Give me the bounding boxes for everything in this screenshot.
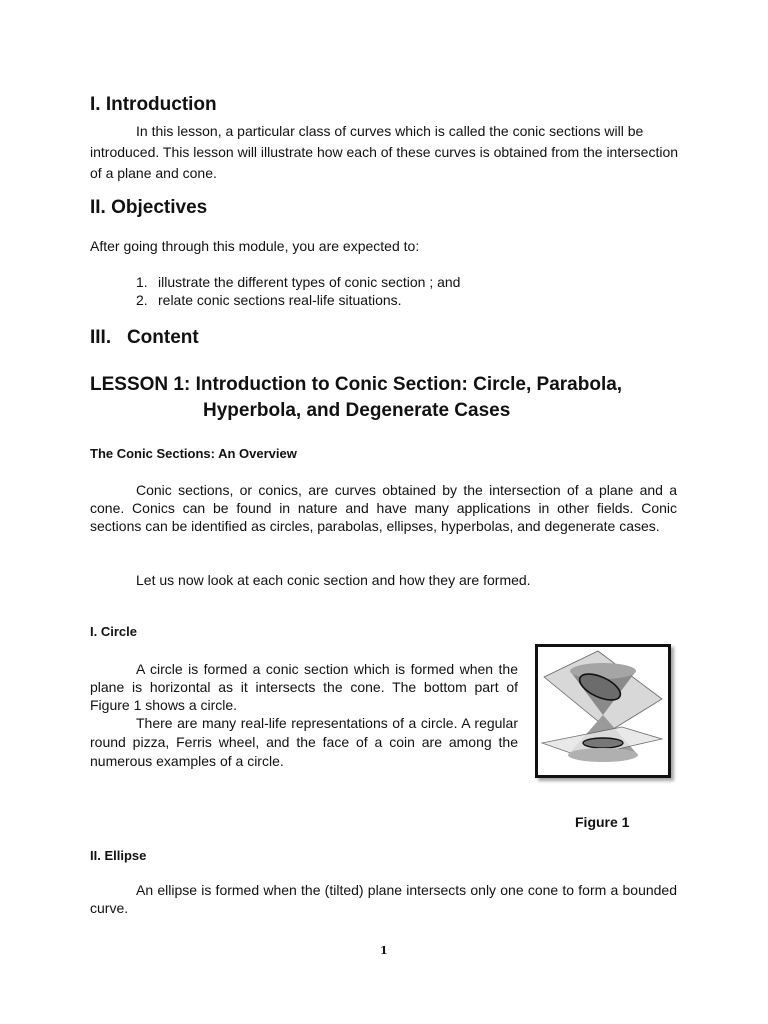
lesson-title-line2: Hyperbola, and Degenerate Cases — [203, 400, 511, 421]
list-item-number: 2. — [136, 292, 148, 308]
figure-1-image — [535, 644, 671, 778]
list-item — [136, 273, 636, 291]
content-heading: III. Content — [90, 327, 199, 348]
circle-paragraph-1: A circle is formed a conic section which is formed when the plane is horizontal as it intersects the cone. The bottom part of Figure 1 shows a circle. — [90, 661, 518, 713]
circle-heading: I. Circle — [90, 624, 137, 639]
circle-paragraph-2: There are many real-life representations of a circle. A regular round pizza, Ferris wheel, and the face of a coin are among the numerous examples of a circle. — [90, 715, 518, 769]
overview-paragraph: Conic sections, or conics, are curves obtained by the intersection of a plane and a cone. Conics can be found in nature and have many applications in other fields. Conic sections can be identified as circles, parabolas, ellipses, hyperbolas, and degenerate cases. — [90, 482, 677, 534]
list-item-number: 1. — [136, 274, 148, 290]
objectives-lead: After going through this module, you are expected to: — [90, 238, 420, 254]
lesson-title-line1: LESSON 1: Introduction to Conic Section: Circle, Parabola, — [90, 374, 623, 395]
figure-1-caption: Figure 1 — [575, 814, 630, 830]
overview-paragraph-2: Let us now look at each conic section and how they are formed. — [136, 572, 531, 588]
introduction-paragraph: In this lesson, a particular class of curves which is called the conic sections will be introduced. This lesson will illustrate how each of these curves is obtained from the intersection of a plane and cone. — [90, 123, 679, 181]
list-item — [136, 291, 636, 309]
list-item-text: relate conic sections real-life situations. — [158, 292, 402, 308]
list-item-text: illustrate the different types of conic section ; and — [158, 274, 461, 290]
ellipse-heading: II. Ellipse — [90, 848, 147, 863]
page-number: 1 — [380, 944, 388, 957]
objectives-list — [136, 273, 636, 309]
introduction-heading: I. Introduction — [90, 94, 217, 115]
objectives-heading: II. Objectives — [90, 197, 208, 218]
ellipse-paragraph: An ellipse is formed when the (tilted) plane intersects only one cone to form a bounded curve. — [90, 882, 677, 916]
overview-heading: The Conic Sections: An Overview — [90, 446, 297, 461]
double-cone-illustration — [538, 647, 668, 775]
